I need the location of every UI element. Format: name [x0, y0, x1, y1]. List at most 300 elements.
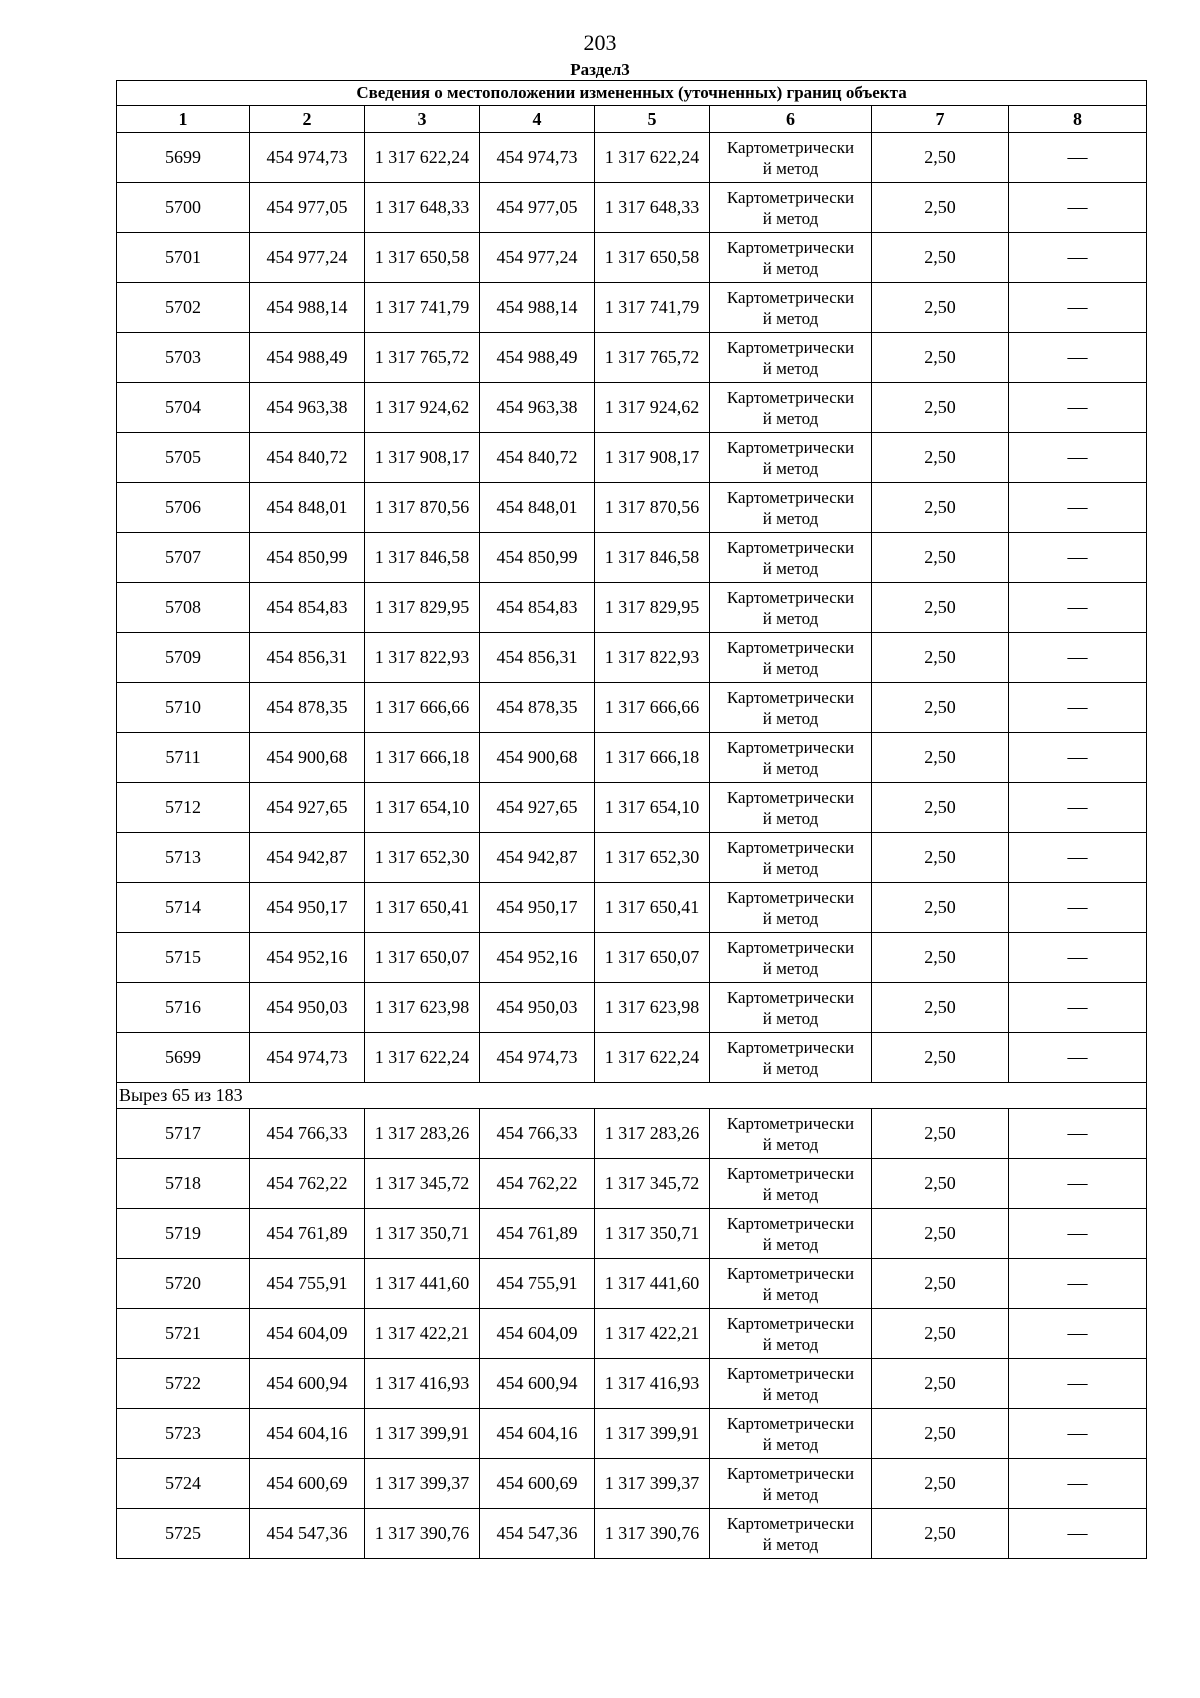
- method-text-line2: й метод: [762, 1334, 819, 1354]
- method-cell: [710, 733, 872, 783]
- point-number-cell: 5710: [117, 683, 250, 733]
- method-text-line1: Картометрически: [726, 537, 855, 557]
- accuracy-cell: 2,50: [872, 883, 1009, 933]
- x-existing-cell: 454 856,31: [250, 633, 365, 683]
- x-existing-cell: 454 854,83: [250, 583, 365, 633]
- method-text-line1: Картометрически: [726, 287, 855, 307]
- y-existing-cell: 1 317 648,33: [365, 183, 480, 233]
- empty-mark-cell: —: [1009, 783, 1147, 833]
- method-cell: [710, 1459, 872, 1509]
- method-text-line1: Картометрически: [726, 437, 855, 457]
- method-text-line1: Картометрически: [726, 187, 855, 207]
- y-new-cell: 1 317 441,60: [595, 1259, 710, 1309]
- x-new-cell: 454 604,16: [480, 1409, 595, 1459]
- x-new-cell: 454 977,05: [480, 183, 595, 233]
- method-cell: [710, 633, 872, 683]
- point-number-cell: 5713: [117, 833, 250, 883]
- accuracy-cell: 2,50: [872, 1259, 1009, 1309]
- method-text-line1: Картометрически: [726, 1413, 855, 1433]
- accuracy-cell: 2,50: [872, 633, 1009, 683]
- method-text-line2: й метод: [762, 1008, 819, 1028]
- table-row: [117, 1309, 1147, 1359]
- y-new-cell: 1 317 741,79: [595, 283, 710, 333]
- method-text-line2: й метод: [762, 808, 819, 828]
- y-new-cell: 1 317 350,71: [595, 1209, 710, 1259]
- table-row: [117, 783, 1147, 833]
- method-text-line1: Картометрически: [726, 237, 855, 257]
- table-row: [117, 883, 1147, 933]
- method-text-line1: Картометрически: [726, 937, 855, 957]
- accuracy-cell: 2,50: [872, 933, 1009, 983]
- empty-mark-cell: —: [1009, 133, 1147, 183]
- method-cell: [710, 983, 872, 1033]
- point-number-cell: 5719: [117, 1209, 250, 1259]
- x-new-cell: 454 878,35: [480, 683, 595, 733]
- y-new-cell: 1 317 765,72: [595, 333, 710, 383]
- y-existing-cell: 1 317 399,91: [365, 1409, 480, 1459]
- x-existing-cell: 454 942,87: [250, 833, 365, 883]
- method-text-line2: й метод: [762, 908, 819, 928]
- y-existing-cell: 1 317 650,58: [365, 233, 480, 283]
- table-row: [117, 383, 1147, 433]
- point-number-cell: 5722: [117, 1359, 250, 1409]
- empty-mark-cell: —: [1009, 1159, 1147, 1209]
- column-number: 1: [117, 106, 250, 133]
- method-cell: [710, 833, 872, 883]
- method-cell: [710, 1033, 872, 1083]
- empty-mark-cell: —: [1009, 1509, 1147, 1559]
- y-new-cell: 1 317 666,66: [595, 683, 710, 733]
- method-text-line2: й метод: [762, 208, 819, 228]
- x-existing-cell: 454 974,73: [250, 133, 365, 183]
- method-text-line1: Картометрически: [726, 1113, 855, 1133]
- y-existing-cell: 1 317 666,18: [365, 733, 480, 783]
- method-cell: [710, 333, 872, 383]
- x-existing-cell: 454 850,99: [250, 533, 365, 583]
- empty-mark-cell: —: [1009, 533, 1147, 583]
- y-existing-cell: 1 317 654,10: [365, 783, 480, 833]
- y-existing-cell: 1 317 416,93: [365, 1359, 480, 1409]
- y-existing-cell: 1 317 283,26: [365, 1109, 480, 1159]
- cut-label: Вырез 65 из 183: [117, 1083, 1147, 1109]
- x-new-cell: 454 942,87: [480, 833, 595, 883]
- method-text-line1: Картометрически: [726, 587, 855, 607]
- method-text-line2: й метод: [762, 1284, 819, 1304]
- y-new-cell: 1 317 652,30: [595, 833, 710, 883]
- y-new-cell: 1 317 650,07: [595, 933, 710, 983]
- y-new-cell: 1 317 654,10: [595, 783, 710, 833]
- y-new-cell: 1 317 422,21: [595, 1309, 710, 1359]
- column-number: 2: [250, 106, 365, 133]
- method-cell: [710, 533, 872, 583]
- method-text-line2: й метод: [762, 708, 819, 728]
- method-cell: [710, 1109, 872, 1159]
- x-existing-cell: 454 762,22: [250, 1159, 365, 1209]
- accuracy-cell: 2,50: [872, 1409, 1009, 1459]
- method-text-line1: Картометрически: [726, 487, 855, 507]
- accuracy-cell: 2,50: [872, 833, 1009, 883]
- x-existing-cell: 454 878,35: [250, 683, 365, 733]
- table-row: [117, 1359, 1147, 1409]
- x-existing-cell: 454 988,49: [250, 333, 365, 383]
- y-new-cell: 1 317 846,58: [595, 533, 710, 583]
- method-text-line1: Картометрически: [726, 637, 855, 657]
- point-number-cell: 5715: [117, 933, 250, 983]
- method-text-line1: Картометрически: [726, 737, 855, 757]
- method-text-line2: й метод: [762, 458, 819, 478]
- y-existing-cell: 1 317 390,76: [365, 1509, 480, 1559]
- method-cell: [710, 883, 872, 933]
- empty-mark-cell: —: [1009, 1409, 1147, 1459]
- accuracy-cell: 2,50: [872, 483, 1009, 533]
- y-existing-cell: 1 317 623,98: [365, 983, 480, 1033]
- point-number-cell: 5702: [117, 283, 250, 333]
- table-row: [117, 1509, 1147, 1559]
- accuracy-cell: 2,50: [872, 683, 1009, 733]
- empty-mark-cell: —: [1009, 1309, 1147, 1359]
- x-existing-cell: 454 604,16: [250, 1409, 365, 1459]
- y-new-cell: 1 317 908,17: [595, 433, 710, 483]
- y-new-cell: 1 317 648,33: [595, 183, 710, 233]
- y-new-cell: 1 317 416,93: [595, 1359, 710, 1409]
- x-existing-cell: 454 547,36: [250, 1509, 365, 1559]
- x-existing-cell: 454 600,94: [250, 1359, 365, 1409]
- point-number-cell: 5724: [117, 1459, 250, 1509]
- x-new-cell: 454 766,33: [480, 1109, 595, 1159]
- method-cell: [710, 383, 872, 433]
- x-existing-cell: 454 848,01: [250, 483, 365, 533]
- method-text-line1: Картометрически: [726, 887, 855, 907]
- x-existing-cell: 454 950,03: [250, 983, 365, 1033]
- y-existing-cell: 1 317 441,60: [365, 1259, 480, 1309]
- method-text-line1: Картометрически: [726, 1037, 855, 1057]
- method-cell: [710, 1359, 872, 1409]
- y-new-cell: 1 317 399,37: [595, 1459, 710, 1509]
- y-existing-cell: 1 317 666,66: [365, 683, 480, 733]
- x-new-cell: 454 848,01: [480, 483, 595, 533]
- column-number: 6: [710, 106, 872, 133]
- x-new-cell: 454 963,38: [480, 383, 595, 433]
- x-new-cell: 454 988,14: [480, 283, 595, 333]
- method-text-line2: й метод: [762, 1534, 819, 1554]
- accuracy-cell: 2,50: [872, 1033, 1009, 1083]
- y-existing-cell: 1 317 652,30: [365, 833, 480, 883]
- column-number: 8: [1009, 106, 1147, 133]
- x-existing-cell: 454 974,73: [250, 1033, 365, 1083]
- empty-mark-cell: —: [1009, 833, 1147, 883]
- table-row: [117, 333, 1147, 383]
- method-text-line2: й метод: [762, 158, 819, 178]
- x-new-cell: 454 950,03: [480, 983, 595, 1033]
- x-new-cell: 454 900,68: [480, 733, 595, 783]
- table-row: [117, 233, 1147, 283]
- method-cell: [710, 683, 872, 733]
- point-number-cell: 5716: [117, 983, 250, 1033]
- point-number-cell: 5704: [117, 383, 250, 433]
- empty-mark-cell: —: [1009, 183, 1147, 233]
- y-existing-cell: 1 317 741,79: [365, 283, 480, 333]
- table-row: [117, 433, 1147, 483]
- y-existing-cell: 1 317 908,17: [365, 433, 480, 483]
- point-number-cell: 5699: [117, 133, 250, 183]
- y-existing-cell: 1 317 765,72: [365, 333, 480, 383]
- accuracy-cell: 2,50: [872, 733, 1009, 783]
- table-row: [117, 183, 1147, 233]
- x-new-cell: 454 974,73: [480, 133, 595, 183]
- x-new-cell: 454 950,17: [480, 883, 595, 933]
- method-text-line1: Картометрически: [726, 137, 855, 157]
- y-new-cell: 1 317 623,98: [595, 983, 710, 1033]
- y-new-cell: 1 317 390,76: [595, 1509, 710, 1559]
- empty-mark-cell: —: [1009, 1359, 1147, 1409]
- point-number-cell: 5703: [117, 333, 250, 383]
- method-cell: [710, 933, 872, 983]
- column-number: 3: [365, 106, 480, 133]
- y-new-cell: 1 317 622,24: [595, 133, 710, 183]
- section-title: Раздел3: [570, 60, 630, 79]
- y-existing-cell: 1 317 829,95: [365, 583, 480, 633]
- x-existing-cell: 454 988,14: [250, 283, 365, 333]
- method-text-line2: й метод: [762, 658, 819, 678]
- method-text-line2: й метод: [762, 1484, 819, 1504]
- accuracy-cell: 2,50: [872, 1309, 1009, 1359]
- method-text-line2: й метод: [762, 958, 819, 978]
- method-cell: [710, 1509, 872, 1559]
- y-existing-cell: 1 317 422,21: [365, 1309, 480, 1359]
- table-row: [117, 1209, 1147, 1259]
- accuracy-cell: 2,50: [872, 183, 1009, 233]
- accuracy-cell: 2,50: [872, 1509, 1009, 1559]
- empty-mark-cell: —: [1009, 583, 1147, 633]
- method-text-line2: й метод: [762, 858, 819, 878]
- column-number: 4: [480, 106, 595, 133]
- method-cell: [710, 583, 872, 633]
- table-row: [117, 283, 1147, 333]
- method-text-line2: й метод: [762, 258, 819, 278]
- table-row: [117, 1409, 1147, 1459]
- empty-mark-cell: —: [1009, 883, 1147, 933]
- x-existing-cell: 454 950,17: [250, 883, 365, 933]
- column-number: 5: [595, 106, 710, 133]
- accuracy-cell: 2,50: [872, 983, 1009, 1033]
- table-row: [117, 1109, 1147, 1159]
- empty-mark-cell: —: [1009, 633, 1147, 683]
- point-number-cell: 5705: [117, 433, 250, 483]
- accuracy-cell: 2,50: [872, 433, 1009, 483]
- table-row: [117, 633, 1147, 683]
- x-existing-cell: 454 963,38: [250, 383, 365, 433]
- method-text-line2: й метод: [762, 1134, 819, 1154]
- y-existing-cell: 1 317 622,24: [365, 1033, 480, 1083]
- empty-mark-cell: —: [1009, 1109, 1147, 1159]
- method-text-line2: й метод: [762, 1184, 819, 1204]
- method-text-line2: й метод: [762, 758, 819, 778]
- x-new-cell: 454 927,65: [480, 783, 595, 833]
- empty-mark-cell: —: [1009, 933, 1147, 983]
- x-existing-cell: 454 900,68: [250, 733, 365, 783]
- x-existing-cell: 454 600,69: [250, 1459, 365, 1509]
- empty-mark-cell: —: [1009, 983, 1147, 1033]
- method-text-line1: Картометрически: [726, 687, 855, 707]
- point-number-cell: 5721: [117, 1309, 250, 1359]
- coordinates-table: [116, 80, 1147, 1559]
- empty-mark-cell: —: [1009, 383, 1147, 433]
- point-number-cell: 5712: [117, 783, 250, 833]
- y-new-cell: 1 317 666,18: [595, 733, 710, 783]
- method-cell: [710, 1259, 872, 1309]
- x-existing-cell: 454 952,16: [250, 933, 365, 983]
- empty-mark-cell: —: [1009, 683, 1147, 733]
- page-number: 203: [583, 30, 617, 55]
- y-existing-cell: 1 317 650,41: [365, 883, 480, 933]
- x-new-cell: 454 988,49: [480, 333, 595, 383]
- method-cell: [710, 433, 872, 483]
- y-existing-cell: 1 317 822,93: [365, 633, 480, 683]
- method-text-line1: Картометрически: [726, 837, 855, 857]
- x-new-cell: 454 850,99: [480, 533, 595, 583]
- method-cell: [710, 233, 872, 283]
- x-new-cell: 454 974,73: [480, 1033, 595, 1083]
- accuracy-cell: 2,50: [872, 1459, 1009, 1509]
- table-row: [117, 483, 1147, 533]
- empty-mark-cell: —: [1009, 433, 1147, 483]
- y-existing-cell: 1 317 846,58: [365, 533, 480, 583]
- method-text-line1: Картометрически: [726, 987, 855, 1007]
- y-existing-cell: 1 317 650,07: [365, 933, 480, 983]
- x-new-cell: 454 762,22: [480, 1159, 595, 1209]
- y-existing-cell: 1 317 345,72: [365, 1159, 480, 1209]
- column-number: 7: [872, 106, 1009, 133]
- method-text-line1: Картометрически: [726, 787, 855, 807]
- point-number-cell: 5717: [117, 1109, 250, 1159]
- method-cell: [710, 1309, 872, 1359]
- method-cell: [710, 1159, 872, 1209]
- accuracy-cell: 2,50: [872, 233, 1009, 283]
- x-new-cell: 454 840,72: [480, 433, 595, 483]
- point-number-cell: 5700: [117, 183, 250, 233]
- method-text-line2: й метод: [762, 308, 819, 328]
- method-text-line2: й метод: [762, 1384, 819, 1404]
- accuracy-cell: 2,50: [872, 133, 1009, 183]
- point-number-cell: 5718: [117, 1159, 250, 1209]
- method-text-line1: Картометрически: [726, 387, 855, 407]
- x-new-cell: 454 600,69: [480, 1459, 595, 1509]
- y-new-cell: 1 317 283,26: [595, 1109, 710, 1159]
- x-existing-cell: 454 761,89: [250, 1209, 365, 1259]
- table-row: [117, 1159, 1147, 1209]
- method-text-line2: й метод: [762, 608, 819, 628]
- method-cell: [710, 783, 872, 833]
- method-text-line2: й метод: [762, 1434, 819, 1454]
- empty-mark-cell: —: [1009, 483, 1147, 533]
- empty-mark-cell: —: [1009, 733, 1147, 783]
- empty-mark-cell: —: [1009, 333, 1147, 383]
- y-new-cell: 1 317 829,95: [595, 583, 710, 633]
- method-text-line2: й метод: [762, 558, 819, 578]
- method-text-line2: й метод: [762, 1058, 819, 1078]
- point-number-cell: 5699: [117, 1033, 250, 1083]
- point-number-cell: 5701: [117, 233, 250, 283]
- table-row: [117, 1033, 1147, 1083]
- x-existing-cell: 454 840,72: [250, 433, 365, 483]
- method-text-line1: Картометрически: [726, 1213, 855, 1233]
- table-row: [117, 983, 1147, 1033]
- x-new-cell: 454 755,91: [480, 1259, 595, 1309]
- point-number-cell: 5708: [117, 583, 250, 633]
- table-body: [117, 133, 1147, 1559]
- method-text-line1: Картометрически: [726, 1163, 855, 1183]
- x-existing-cell: 454 755,91: [250, 1259, 365, 1309]
- x-new-cell: 454 761,89: [480, 1209, 595, 1259]
- column-number-row: [117, 106, 1147, 133]
- method-text-line1: Картометрически: [726, 1463, 855, 1483]
- method-cell: [710, 283, 872, 333]
- x-new-cell: 454 856,31: [480, 633, 595, 683]
- table-caption: Сведения о местоположении измененных (уточненных) границ объекта: [117, 81, 1147, 106]
- x-existing-cell: 454 927,65: [250, 783, 365, 833]
- method-cell: [710, 1409, 872, 1459]
- y-existing-cell: 1 317 350,71: [365, 1209, 480, 1259]
- empty-mark-cell: —: [1009, 1033, 1147, 1083]
- x-new-cell: 454 604,09: [480, 1309, 595, 1359]
- accuracy-cell: 2,50: [872, 533, 1009, 583]
- method-text-line1: Картометрически: [726, 1513, 855, 1533]
- table-row: [117, 133, 1147, 183]
- point-number-cell: 5714: [117, 883, 250, 933]
- table-row: [117, 733, 1147, 783]
- x-existing-cell: 454 604,09: [250, 1309, 365, 1359]
- method-text-line2: й метод: [762, 358, 819, 378]
- y-new-cell: 1 317 822,93: [595, 633, 710, 683]
- accuracy-cell: 2,50: [872, 383, 1009, 433]
- y-existing-cell: 1 317 924,62: [365, 383, 480, 433]
- table-row: [117, 683, 1147, 733]
- table-row: [117, 583, 1147, 633]
- x-existing-cell: 454 977,24: [250, 233, 365, 283]
- accuracy-cell: 2,50: [872, 333, 1009, 383]
- accuracy-cell: 2,50: [872, 1359, 1009, 1409]
- accuracy-cell: 2,50: [872, 583, 1009, 633]
- y-new-cell: 1 317 622,24: [595, 1033, 710, 1083]
- method-text-line1: Картометрически: [726, 1313, 855, 1333]
- point-number-cell: 5707: [117, 533, 250, 583]
- y-new-cell: 1 317 650,41: [595, 883, 710, 933]
- y-new-cell: 1 317 870,56: [595, 483, 710, 533]
- empty-mark-cell: —: [1009, 1459, 1147, 1509]
- x-new-cell: 454 854,83: [480, 583, 595, 633]
- x-new-cell: 454 600,94: [480, 1359, 595, 1409]
- y-new-cell: 1 317 345,72: [595, 1159, 710, 1209]
- accuracy-cell: 2,50: [872, 1159, 1009, 1209]
- accuracy-cell: 2,50: [872, 1209, 1009, 1259]
- x-existing-cell: 454 766,33: [250, 1109, 365, 1159]
- table-row: [117, 1259, 1147, 1309]
- table-row: [117, 833, 1147, 883]
- method-cell: [710, 183, 872, 233]
- empty-mark-cell: —: [1009, 1209, 1147, 1259]
- point-number-cell: 5709: [117, 633, 250, 683]
- table-row: [117, 1459, 1147, 1509]
- x-new-cell: 454 977,24: [480, 233, 595, 283]
- point-number-cell: 5711: [117, 733, 250, 783]
- empty-mark-cell: —: [1009, 283, 1147, 333]
- empty-mark-cell: —: [1009, 1259, 1147, 1309]
- table-row: [117, 533, 1147, 583]
- accuracy-cell: 2,50: [872, 283, 1009, 333]
- point-number-cell: 5723: [117, 1409, 250, 1459]
- y-existing-cell: 1 317 870,56: [365, 483, 480, 533]
- accuracy-cell: 2,50: [872, 1109, 1009, 1159]
